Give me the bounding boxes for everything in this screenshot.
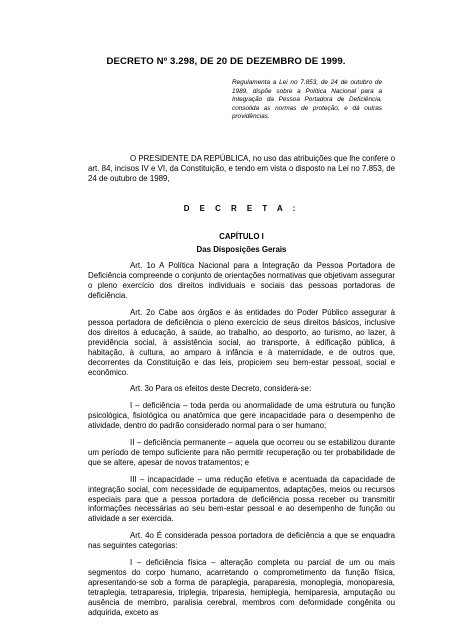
paragraph-art-3-item-3: III – incapacidade – uma redução efetiva e acentuada da capacidade de integração social, com necessidade de equipamentos, adaptações, meios ou recursos especiais para que a pessoa portadora de deficiência possa receber ou transmitir informações necessárias ao seu bem-estar pessoal e ao desempenho de função ou atividade a ser exercida.	[88, 474, 395, 524]
section-heading: Das Disposições Gerais	[196, 244, 287, 254]
decreta-heading: D E C R E T A :	[183, 203, 300, 213]
paragraph-art-4: Art. 4o É considerada pessoa portadora de deficiência a que se enquadra nas seguintes categorias:	[88, 531, 395, 551]
paragraph-art-3-item-1: I – deficiência – toda perda ou anormalidade de uma estrutura ou função psicológica, fisiológica ou anatômica que gere incapacidade para o desempenho de atividade, dentro do padrão considerado normal para o ser humano;	[88, 401, 395, 431]
chapter-heading: CAPÍTULO I	[219, 231, 264, 241]
paragraph-art-2: Art. 2o Cabe aos órgãos e às entidades do Poder Público assegurar à pessoa portadora de deficiência o pleno exercício de seus direitos básicos, inclusive dos direitos à educação, à saúde, ao trabalho, ao desporto, ao turismo, ao lazer, à previdência social, à assistência social, ao transporte, à edificação pública, à habitação, à cultura, ao amparo à infância e à maternidade, e de outros que, decorrentes da Constituição e das leis, propiciem seu bem-estar pessoal, social e econômico.	[88, 308, 395, 377]
preamble: O PRESIDENTE DA REPÚBLICA, no uso das atribuições que lhe confere o art. 84, incisos IV e VI, da Constituição, e tendo em vista o disposto na Lei no 7.853, de 24 de outubro de 1989,	[88, 154, 395, 183]
decree-title: DECRETO Nº 3.298, DE 20 DE DEZEMBRO DE 1999.	[106, 56, 346, 67]
decree-summary: Regulamenta a Lei no 7.853, de 24 de outubro de 1989, dispõe sobre a Política Nacional para a Integração da Pessoa Portadora de Deficiência, consolida as normas de proteção, e dá outras providências.	[232, 79, 382, 121]
paragraph-art-3: Art. 3o Para os efeitos deste Decreto, considera-se:	[130, 384, 312, 394]
paragraph-art-3-item-2: II – deficiência permanente – aquela que ocorreu ou se estabilizou durante um período de tempo suficiente para não permitir recuperação ou ter probabilidade de que se altere, apesar de novos tratamentos; e	[88, 438, 395, 467]
paragraph-art-1: Art. 1o A Política Nacional para a Integração da Pessoa Portadora de Deficiência compreende o conjunto de orientações normativas que objetivam assegurar o pleno exercício dos direitos individuais e sociais das pessoas portadoras de deficiência.	[88, 261, 395, 301]
paragraph-art-4-item-1: I – deficiência física – alteração completa ou parcial de um ou mais segmentos do corpo humano, acarretando o comprometimento da função física, apresentando-se sob a forma de paraplegia, paraparesia, monoplegia, monoparesia, tetraplegia, tetraparesia, triplegia, triparesia, hemiplegia, hemiparesia, amputação ou ausência de membro, paralisia cerebral, membros com deformidade congênita ou adquirida, exceto as	[88, 558, 395, 617]
document-body	[88, 154, 395, 625]
